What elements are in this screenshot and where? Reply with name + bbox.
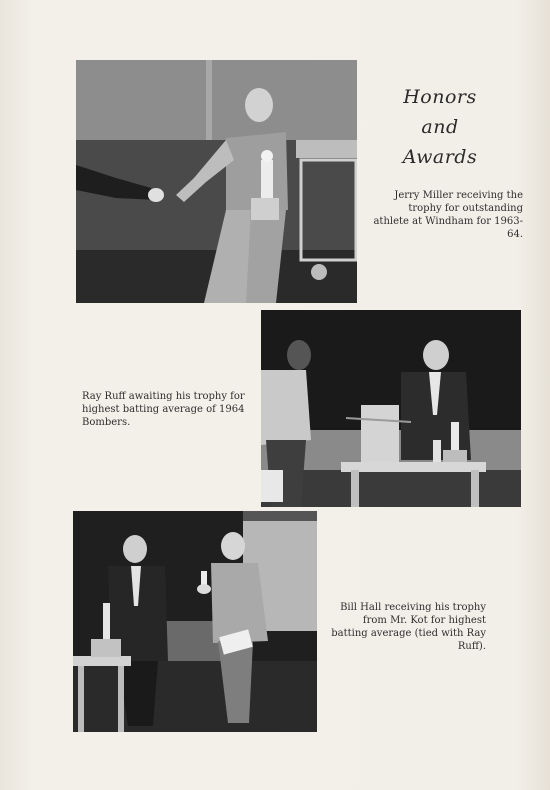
caption-ray-ruff: Ray Ruff awaiting his trophy for highest batting average of 1964 Bombers. (82, 391, 245, 428)
photo-ray-ruff-awaiting-trophy (261, 310, 521, 507)
heading-line-awards: Awards (402, 146, 478, 168)
caption-bill-hall: Bill Hall receiving his trophy from Mr. Kot for highest batting average (tied with Ray Ruff). (331, 602, 486, 652)
heading-line-honors: Honors (403, 86, 477, 108)
photo-bill-hall-trophy (73, 511, 317, 732)
photo-jerry-miller-trophy (76, 60, 357, 303)
heading-line-and: and (421, 116, 459, 138)
honors-and-awards-heading (380, 82, 500, 172)
caption-jerry-miller: Jerry Miller receiving the trophy for outstanding athlete at Windham for 1963-64. (373, 190, 523, 240)
